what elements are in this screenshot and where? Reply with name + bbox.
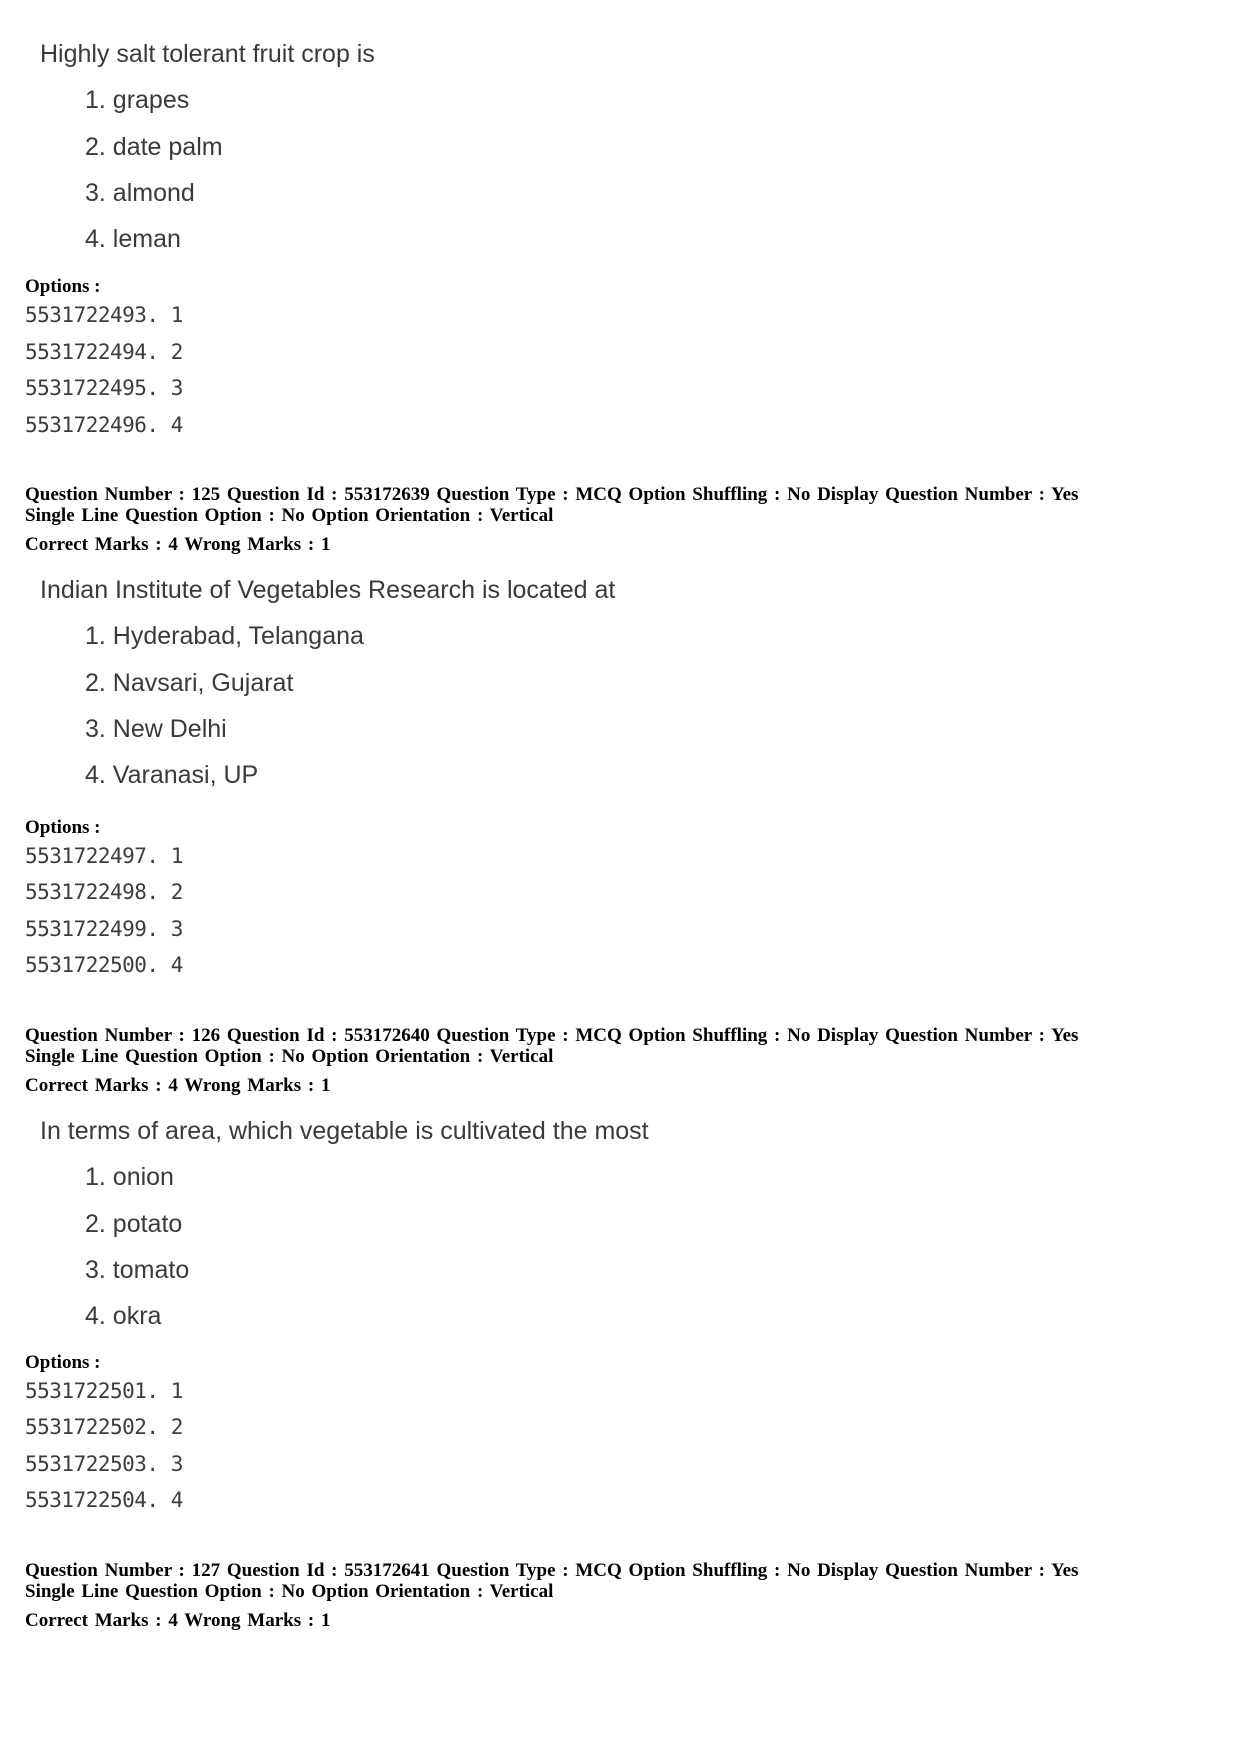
- question-choice: 1. Hyderabad, Telangana: [85, 622, 364, 650]
- option-id-row: 5531722501. 1: [25, 1379, 183, 1403]
- option-id-row: 5531722499. 3: [25, 917, 183, 941]
- option-id-row: 5531722497. 1: [25, 844, 183, 868]
- option-id-row: 5531722500. 4: [25, 953, 183, 977]
- marks-line: Correct Marks : 4 Wrong Marks : 1: [25, 534, 331, 555]
- question-choice: 3. tomato: [85, 1256, 190, 1284]
- options-label: Options :: [25, 276, 101, 297]
- question-choice: 2. Navsari, Gujarat: [85, 669, 294, 697]
- option-id-row: 5531722503. 3: [25, 1452, 183, 1476]
- question-choice: 4. Varanasi, UP: [85, 761, 259, 789]
- option-id-row: 5531722495. 3: [25, 376, 183, 400]
- question-choice: 4. okra: [85, 1302, 162, 1330]
- option-id-row: 5531722494. 2: [25, 340, 183, 364]
- question-choice: 2. date palm: [85, 133, 223, 161]
- question-choice: 1. grapes: [85, 86, 190, 114]
- options-label: Options :: [25, 1352, 101, 1373]
- question-meta-line: Question Number : 126 Question Id : 553172640 Question Type : MCQ Option Shuffling : No Display Question Number : Yes: [25, 1025, 1079, 1046]
- marks-line: Correct Marks : 4 Wrong Marks : 1: [25, 1610, 331, 1631]
- question-stem: Highly salt tolerant fruit crop is: [40, 40, 375, 68]
- question-meta-line: Question Number : 127 Question Id : 553172641 Question Type : MCQ Option Shuffling : No Display Question Number : Yes: [25, 1560, 1079, 1581]
- option-id-row: 5531722504. 4: [25, 1488, 183, 1512]
- question-choice: 4. leman: [85, 225, 181, 253]
- question-choice: 2. potato: [85, 1210, 183, 1238]
- question-choice: 1. onion: [85, 1163, 174, 1191]
- option-id-row: 5531722496. 4: [25, 413, 183, 437]
- question-meta-line: Single Line Question Option : No Option Orientation : Vertical: [25, 1581, 554, 1602]
- question-meta-line: Question Number : 125 Question Id : 553172639 Question Type : MCQ Option Shuffling : No Display Question Number : Yes: [25, 484, 1079, 505]
- question-meta-line: Single Line Question Option : No Option Orientation : Vertical: [25, 1046, 554, 1067]
- question-meta-line: Single Line Question Option : No Option Orientation : Vertical: [25, 505, 554, 526]
- options-label: Options :: [25, 817, 101, 838]
- question-stem: In terms of area, which vegetable is cultivated the most: [40, 1117, 649, 1145]
- option-id-row: 5531722502. 2: [25, 1415, 183, 1439]
- option-id-row: 5531722498. 2: [25, 880, 183, 904]
- question-choice: 3. New Delhi: [85, 715, 227, 743]
- marks-line: Correct Marks : 4 Wrong Marks : 1: [25, 1075, 331, 1096]
- option-id-row: 5531722493. 1: [25, 303, 183, 327]
- question-stem: Indian Institute of Vegetables Research is located at: [40, 576, 616, 604]
- question-choice: 3. almond: [85, 179, 195, 207]
